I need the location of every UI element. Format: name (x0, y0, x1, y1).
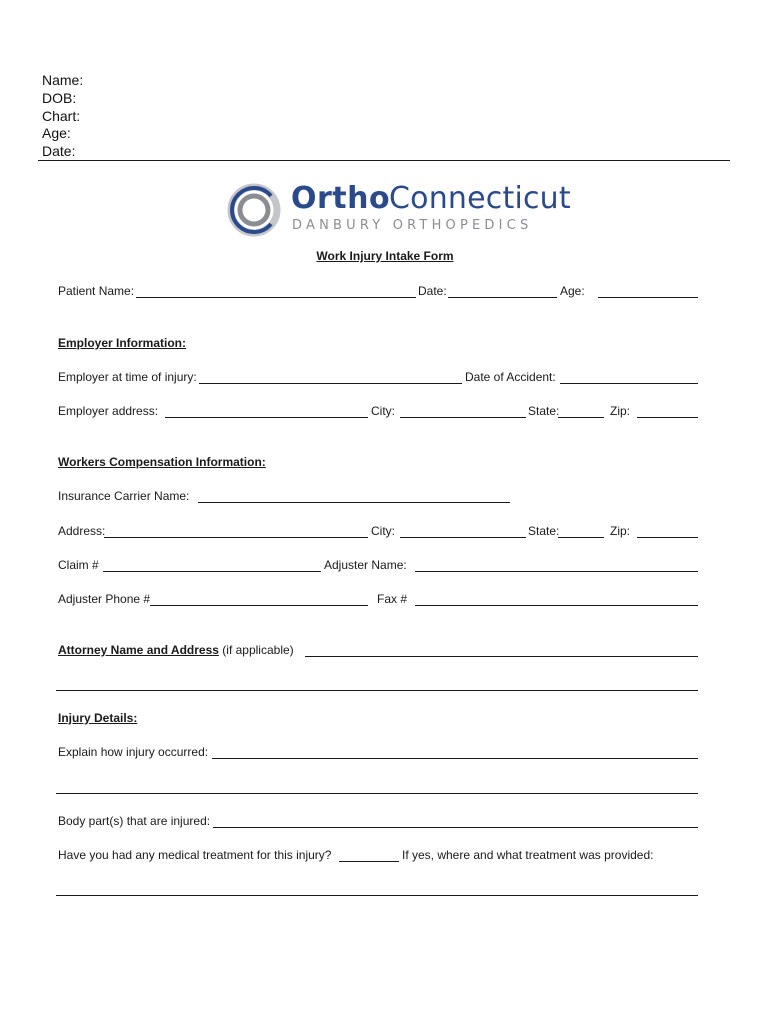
claim-field[interactable] (103, 571, 321, 572)
employer-heading: Employer Information: (58, 336, 187, 350)
wc-zip-field[interactable] (637, 537, 698, 538)
explain-injury-field[interactable] (212, 758, 698, 759)
treatment-where-label: If yes, where and what treatment was provided: (402, 848, 654, 862)
treatment-where-field[interactable] (56, 895, 698, 896)
employer-city-field[interactable] (400, 417, 526, 418)
employer-label: Employer at time of injury: (58, 370, 197, 384)
attorney-heading: Attorney Name and Address (58, 643, 219, 657)
attorney-heading-row (58, 643, 294, 657)
header-age-label: Age: (42, 125, 71, 141)
injury-heading: Injury Details: (58, 711, 138, 725)
carrier-label: Insurance Carrier Name: (58, 489, 190, 503)
wc-address-label: Address: (58, 524, 106, 538)
employer-state-field[interactable] (558, 417, 604, 418)
header-dob-label: DOB: (42, 90, 77, 106)
treatment-label: Have you had any medical treatment for this injury? (58, 848, 332, 862)
header-chart-label: Chart: (42, 108, 81, 124)
explain-injury-field-2[interactable] (56, 793, 698, 794)
patient-name-field[interactable] (136, 297, 416, 298)
treatment-yes-no-field[interactable] (339, 861, 399, 862)
employer-city-label: City: (371, 404, 395, 418)
carrier-field[interactable] (198, 502, 510, 503)
logo-word-ortho: Ortho (291, 181, 391, 216)
attorney-address-field[interactable] (56, 690, 698, 691)
header-divider (38, 160, 730, 161)
wc-city-field[interactable] (400, 537, 526, 538)
adjuster-phone-field[interactable] (150, 605, 368, 606)
workers-comp-heading: Workers Compensation Information: (58, 455, 266, 469)
logo-word-connecticut: Connecticut (389, 181, 571, 216)
fax-label: Fax # (377, 592, 408, 606)
form-title: Work Injury Intake Form (316, 249, 454, 263)
explain-injury-label: Explain how injury occurred: (58, 745, 209, 759)
employer-address-label: Employer address: (58, 404, 159, 418)
patient-date-field[interactable] (448, 297, 557, 298)
patient-date-label: Date: (418, 284, 447, 298)
wc-state-label: State: (528, 524, 560, 538)
employer-zip-field[interactable] (637, 417, 698, 418)
patient-age-label: Age: (560, 284, 585, 298)
accident-date-field[interactable] (560, 383, 698, 384)
adjuster-name-label: Adjuster Name: (324, 558, 407, 572)
wc-zip-label: Zip: (610, 524, 631, 538)
employer-address-field[interactable] (165, 417, 368, 418)
accident-date-label: Date of Accident: (465, 370, 556, 384)
employer-field[interactable] (199, 383, 462, 384)
wc-address-field[interactable] (104, 537, 368, 538)
attorney-note: (if applicable) (222, 643, 294, 657)
fax-field[interactable] (415, 605, 698, 606)
attorney-field[interactable] (305, 656, 698, 657)
patient-name-label: Patient Name: (58, 284, 135, 298)
wc-city-label: City: (371, 524, 395, 538)
wc-state-field[interactable] (558, 537, 604, 538)
employer-state-label: State: (528, 404, 560, 418)
adjuster-name-field[interactable] (415, 571, 698, 572)
body-parts-field[interactable] (213, 827, 698, 828)
logo-subtitle: DANBURY ORTHOPEDICS (292, 218, 533, 233)
header-date-label: Date: (42, 143, 76, 159)
patient-age-field[interactable] (598, 297, 698, 298)
claim-label: Claim # (58, 558, 99, 572)
employer-zip-label: Zip: (610, 404, 631, 418)
body-parts-label: Body part(s) that are injured: (58, 814, 211, 828)
adjuster-phone-label: Adjuster Phone # (58, 592, 151, 606)
header-name-label: Name: (42, 72, 84, 88)
ring-logo-icon (226, 182, 282, 238)
